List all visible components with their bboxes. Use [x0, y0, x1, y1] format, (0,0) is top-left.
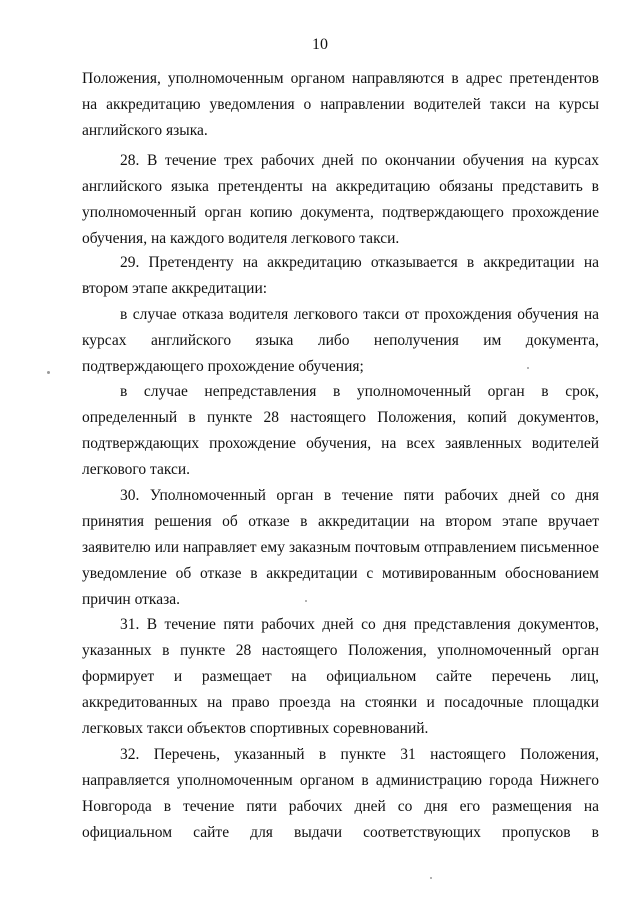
text-line: определенный в пункте 28 настоящего Положения, копий документов, — [82, 409, 599, 426]
text-line: подтверждающих прохождение обучения, на всех заявленных водителей — [82, 435, 599, 452]
text-line: направляется уполномоченным органом в администрацию города Нижнего — [82, 772, 599, 789]
scan-speck — [527, 367, 529, 369]
text-line: легковых такси объектов спортивных соревнований. — [82, 720, 429, 737]
page-number: 10 — [312, 36, 328, 53]
scan-speck — [430, 877, 432, 879]
text-line: аккредитованных на право проезда на стоянки и посадочные площадки — [82, 694, 599, 711]
text-line: Новгорода в течение пяти рабочих дней со дня его размещения на — [82, 798, 599, 815]
text-line: курсах английского языка либо неполучения им документа, — [82, 332, 599, 349]
text-line: на аккредитацию уведомления о направлении водителей такси на курсы — [82, 96, 599, 113]
text-line: подтверждающего прохождение обучения; — [82, 358, 364, 375]
text-line: 32. Перечень, указанный в пункте 31 настоящего Положения, — [120, 746, 599, 763]
text-line: 31. В течение пяти рабочих дней со дня представления документов, — [120, 616, 599, 633]
text-line: в случае отказа водителя легкового такси от прохождения обучения на — [120, 306, 599, 323]
text-line: причин отказа. — [82, 591, 180, 608]
text-line: обучения, на каждого водителя легкового такси. — [82, 230, 400, 247]
text-line: 28. В течение трех рабочих дней по окончании обучения на курсах — [120, 152, 599, 169]
text-line: заявителю или направляет ему заказным почтовым отправлением письменное — [82, 539, 599, 556]
text-line: формирует и размещает на официальном сайте перечень лиц, — [82, 668, 599, 685]
text-line: уполномоченный орган копию документа, подтверждающего прохождение — [82, 204, 599, 221]
text-line: втором этапе аккредитации: — [82, 280, 268, 297]
text-line: английского языка. — [82, 122, 208, 139]
text-line: официальном сайте для выдачи соответствующих пропусков в — [82, 824, 599, 841]
text-line: Положения, уполномоченным органом направляются в адрес претендентов — [82, 70, 599, 87]
scan-speck — [305, 600, 307, 602]
text-line: принятия решения об отказе в аккредитации на втором этапе вручает — [82, 513, 599, 530]
text-line: указанных в пункте 28 настоящего Положения, уполномоченный орган — [82, 642, 599, 659]
text-line: 30. Уполномоченный орган в течение пяти рабочих дней со дня — [120, 487, 599, 504]
scan-speck — [47, 371, 50, 374]
text-line: уведомление об отказе в аккредитации с мотивированным обоснованием — [82, 565, 599, 582]
text-line: легкового такси. — [82, 461, 191, 478]
text-line: в случае непредставления в уполномоченный орган в срок, — [120, 383, 599, 400]
text-line: 29. Претенденту на аккредитацию отказывается в аккредитации на — [120, 254, 599, 271]
text-line: английского языка претенденты на аккредитацию обязаны представить в — [82, 178, 599, 195]
